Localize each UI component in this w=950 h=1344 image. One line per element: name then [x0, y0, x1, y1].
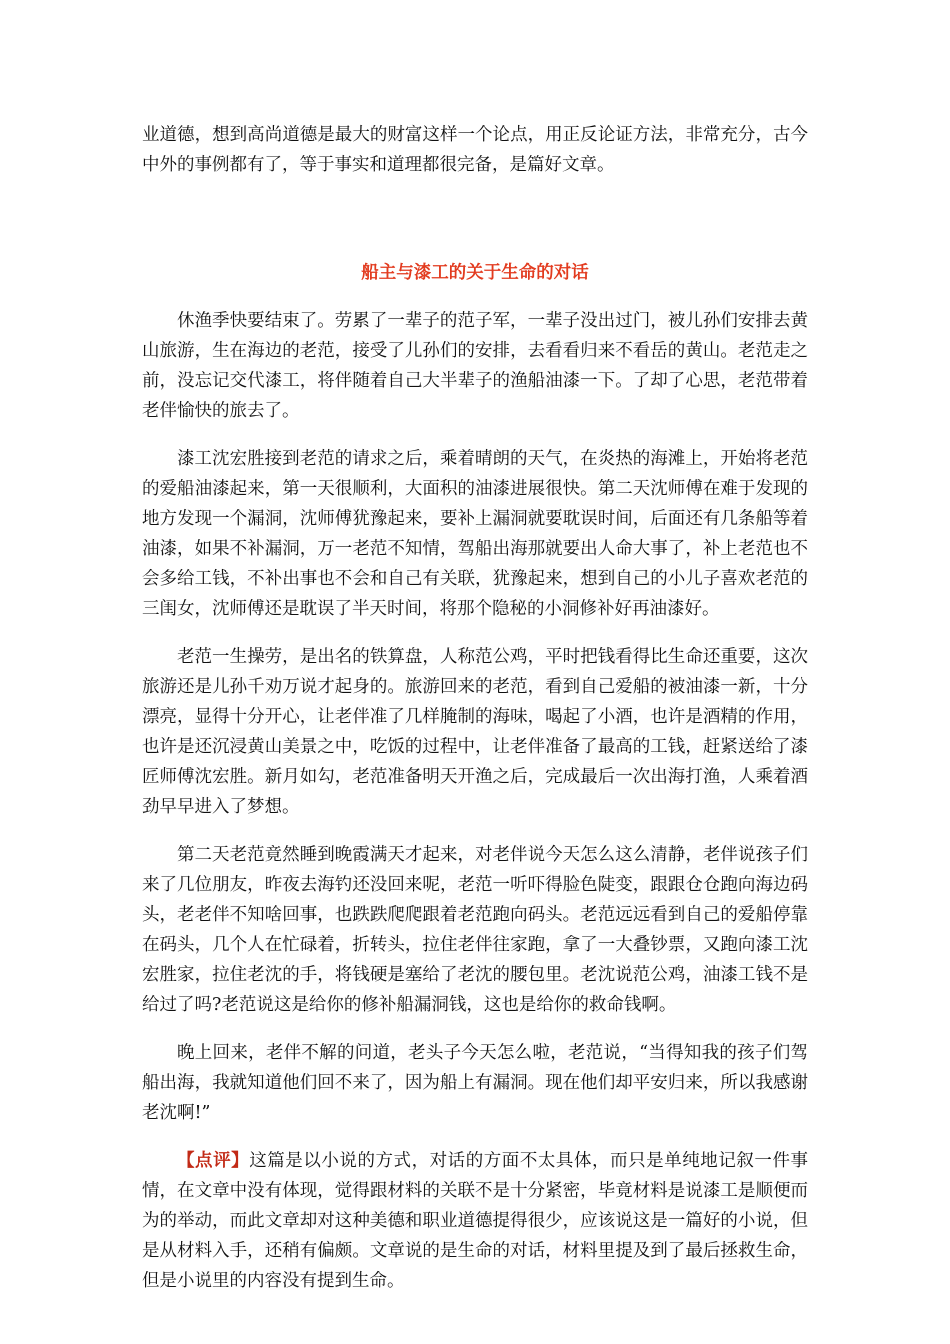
review-text: 这篇是以小说的方式，对话的方面不太具体，而只是单纯地记叙一件事情，在文章中没有体现，觉得跟材料的关联不是十分紧密，毕竟材料是说漆工是顺便而为的举动，而此文章却对这种美德和职业道德提得很少，应该说这是一篇好的小说，但是从材料入手，还稍有偏颇。文章说的是生命的对话，材料里提及到了最后拯救生命，但是小说里的内容没有提到生命。: [142, 1151, 809, 1291]
article-paragraph-3: 老范一生操劳，是出名的铁算盘，人称范公鸡，平时把钱看得比生命还重要，这次旅游还是儿孙千劝万说才起身的。旅游回来的老范，看到自己爱船的被油漆一新，十分漂亮，显得十分开心，让老伴准了几样腌制的海味，喝起了小酒，也许是酒精的作用，也许是还沉浸黄山美景之中，吃饭的过程中，让老伴准备了最高的工钱，赶紧送给了漆匠师傅沈宏胜。新月如勾，老范准备明天开渔之后，完成最后一次出海打渔，人乘着酒劲早早进入了梦想。: [142, 647, 808, 817]
intro-tail-paragraph: 业道德，想到高尚道德是最大的财富这样一个论点，用正反论证方法，非常充分，古今中外的事例都有了，等于事实和道理都很完备，是篇好文章。: [142, 125, 808, 175]
review-label: 【点评】: [177, 1151, 250, 1171]
document-page: [142, 120, 808, 1296]
article-paragraph-4: 第二天老范竟然睡到晚霞满天才起来，对老伴说今天怎么这么清静，老伴说孩子们来了几位朋友，昨夜去海钓还没回来呢，老范一听吓得脸色陡变，跟跟仓仓跑向海边码头，老老伴不知啥回事，也跌跌爬爬跟着老范跑向码头。老范远远看到自己的爱船停靠在码头，几个人在忙碌着，折转头，拉住老伴往家跑，拿了一大叠钞票，又跑向漆工沈宏胜家，拉住老沈的手，将钱硬是塞给了老沈的腰包里。老沈说范公鸡，油漆工钱不是给过了吗?老范说这是给你的修补船漏洞钱，这也是给你的救命钱啊。: [142, 845, 808, 1015]
article-paragraph-1: 休渔季快要结束了。劳累了一辈子的范子军，一辈子没出过门，被儿孙们安排去黄山旅游，生在海边的老范，接受了儿孙们的安排，去看看归来不看岳的黄山。老范走之前，没忘记交代漆工，将伴随着自己大半辈子的渔船油漆一下。了却了心思，老范带着老伴愉快的旅去了。: [142, 311, 808, 421]
review-paragraph: [142, 1146, 808, 1296]
article-title: 船主与漆工的关于生命的对话: [361, 263, 589, 283]
article-paragraph-2: 漆工沈宏胜接到老范的请求之后，乘着晴朗的天气，在炎热的海滩上，开始将老范的爱船油漆起来，第一天很顺利，大面积的油漆进展很快。第二天沈师傅在难于发现的地方发现一个漏洞，沈师傅犹豫起来，要补上漏洞就要耽误时间，后面还有几条船等着油漆，如果不补漏洞，万一老范不知情，驾船出海那就要出人命大事了，补上老范也不会多给工钱，不补出事也不会和自己有关联，犹豫起来，想到自己的小儿子喜欢老范的三闺女，沈师傅还是耽误了半天时间，将那个隐秘的小洞修补好再油漆好。: [142, 449, 808, 619]
article-paragraph-5: 晚上回来，老伴不解的问道，老头子今天怎么啦，老范说，“当得知我的孩子们驾船出海，我就知道他们回不来了，因为船上有漏洞。现在他们却平安归来，所以我感谢老沈啊!”: [142, 1043, 808, 1123]
